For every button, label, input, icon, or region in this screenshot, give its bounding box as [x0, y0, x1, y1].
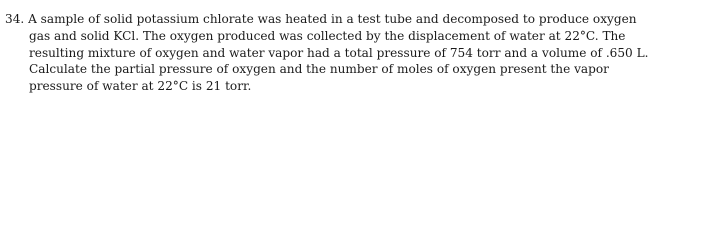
- problem-line-4: Calculate the partial pressure of oxygen and the number of moles of oxygen present the vapor: [29, 62, 609, 77]
- problem-number: 34.: [5, 12, 25, 26]
- problem-line-1-text: A sample of solid potassium chlorate was heated in a test tube and decomposed to produce oxygen: [28, 12, 637, 26]
- problem-line-2: gas and solid KCl. The oxygen produced was collected by the displacement of water at 22°C. The: [29, 28, 626, 43]
- problem-text: [5, 11, 721, 95]
- problem-line-1: [5, 11, 721, 28]
- problem-line-5: pressure of water at 22°C is 21 torr.: [29, 79, 252, 94]
- problem-line-3: resulting mixture of oxygen and water vapor had a total pressure of 754 torr and a volume of .650 L.: [29, 45, 649, 60]
